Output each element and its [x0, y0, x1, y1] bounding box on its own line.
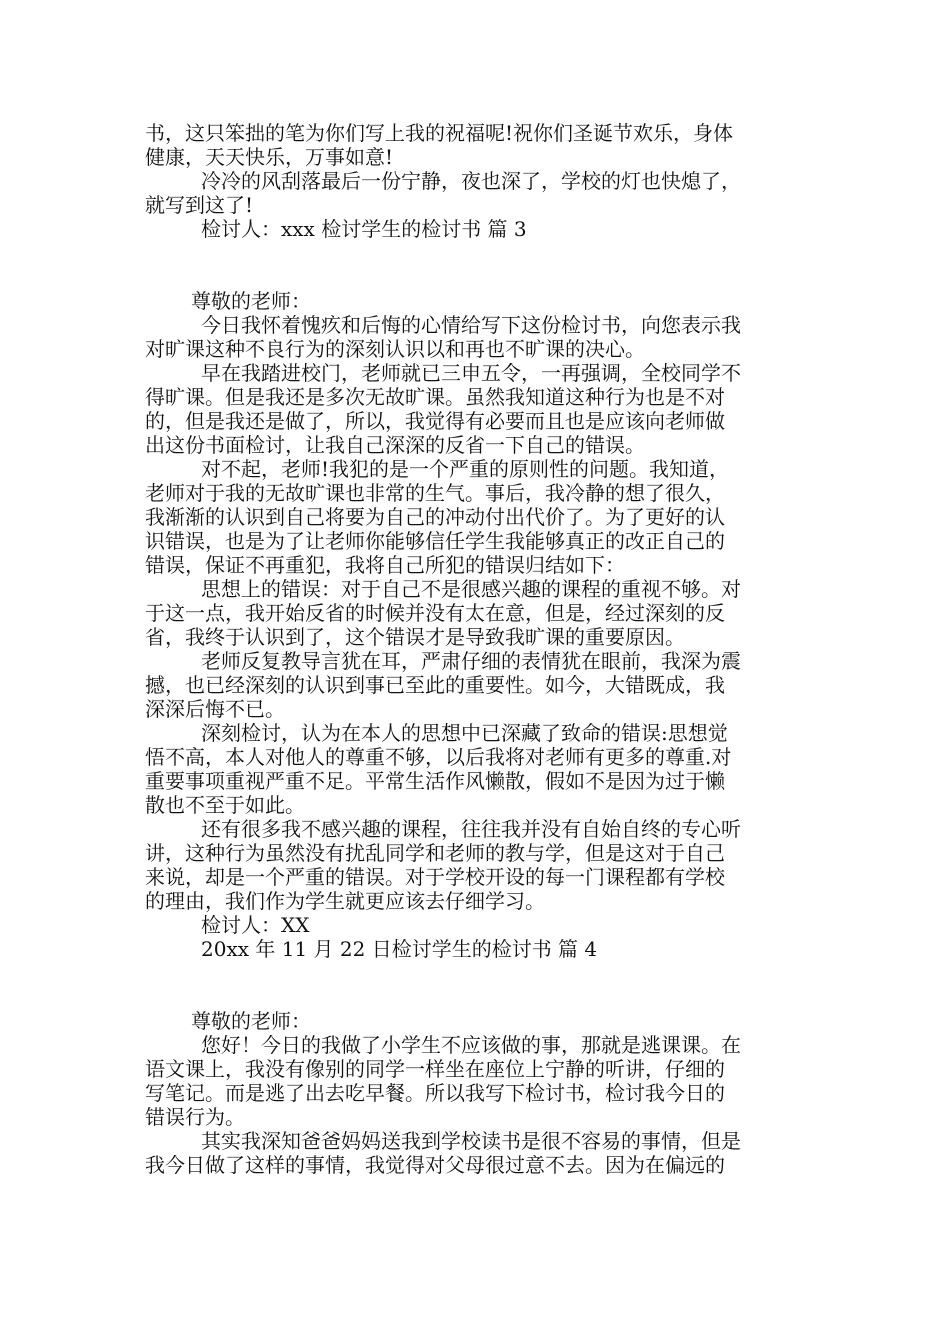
text-line: 早在我踏进校门，老师就已三申五令，一再强调，全校同学不 [201, 361, 741, 385]
text-line: 得旷课。但是我还是多次无故旷课。虽然我知道这种行为也是不对 [145, 385, 725, 409]
text-line: 书，这只笨拙的笔为你们写上我的祝福呢!祝你们圣诞节欢乐，身体 [145, 121, 734, 145]
text-line: 深深后悔不已。 [145, 697, 285, 721]
text-line: 来说，却是一个严重的错误。对于学校开设的每一门课程都有学校 [145, 865, 725, 889]
text-line: 您好！今日的我做了小学生不应该做的事，那就是逃课课。在 [201, 1033, 741, 1057]
text-line: 就写到这了! [145, 193, 254, 217]
text-line: 老师反复教导言犹在耳，严肃仔细的表情犹在眼前，我深为震 [201, 649, 741, 673]
text-line: 散也不至于如此。 [145, 793, 305, 817]
text-line: 冷冷的风刮落最后一份宁静，夜也深了，学校的灯也快熄了， [201, 169, 741, 193]
signature-heading: 检讨人：xxx 检讨学生的检讨书 篇 3 [201, 217, 527, 241]
text-line: 讲，这种行为虽然没有扰乱同学和老师的教与学，但是这对于自己 [145, 841, 725, 865]
text-line: 我今日做了这样的事情，我觉得对父母很过意不去。因为在偏远的 [145, 1153, 725, 1177]
text-line: 我渐渐的认识到自己将要为自己的冲动付出代价了。为了更好的认 [145, 505, 725, 529]
text-line: 健康，天天快乐，万事如意! [145, 145, 394, 169]
text-line: 省，我终于认识到了，这个错误才是导致我旷课的重要原因。 [145, 625, 685, 649]
text-line: 的理由，我们作为学生就更应该去仔细学习。 [145, 889, 545, 913]
text-line: 对不起，老师!我犯的是一个严重的原则性的问题。我知道， [201, 457, 730, 481]
text-line: 还有很多我不感兴趣的课程，往往我并没有自始自终的专心听 [201, 817, 741, 841]
section-heading: 20xx 年 11 月 22 日检讨学生的检讨书 篇 4 [201, 937, 598, 961]
text-line: 悟不高，本人对他人的尊重不够，以后我将对老师有更多的尊重.对 [145, 745, 732, 769]
text-line: 错误行为。 [145, 1105, 245, 1129]
text-line: 老师对于我的无故旷课也非常的生气。事后，我冷静的想了很久， [145, 481, 725, 505]
text-line: 错误，保证不再重犯，我将自己所犯的错误归结如下： [145, 553, 625, 577]
text-line: 写笔记。而是逃了出去吃早餐。所以我写下检讨书，检讨我今日的 [145, 1081, 725, 1105]
text-line: 对旷课这种不良行为的深刻认识以和再也不旷课的决心。 [145, 337, 645, 361]
document-page [145, 121, 805, 1177]
text-line: 识错误，也是为了让老师你能够信任学生我能够真正的改正自己的 [145, 529, 725, 553]
salutation: 尊敬的老师： [191, 289, 311, 313]
signature: 检讨人：XX [201, 913, 310, 937]
text-line: 于这一点，我开始反省的时候并没有太在意，但是，经过深刻的反 [145, 601, 725, 625]
text-line: 深刻检讨，认为在本人的思想中已深藏了致命的错误:思想觉 [201, 721, 728, 745]
text-line: 的，但是我还是做了，所以，我觉得有必要而且也是应该向老师做 [145, 409, 725, 433]
text-line: 出这份书面检讨，让我自己深深的反省一下自己的错误。 [145, 433, 645, 457]
text-line: 语文课上，我没有像别的同学一样坐在座位上宁静的听讲，仔细的 [145, 1057, 725, 1081]
text-line: 其实我深知爸爸妈妈送我到学校读书是很不容易的事情，但是 [201, 1129, 741, 1153]
text-line: 重要事项重视严重不足。平常生活作风懒散，假如不是因为过于懒 [145, 769, 725, 793]
text-line: 今日我怀着愧疚和后悔的心情给写下这份检讨书，向您表示我 [201, 313, 741, 337]
salutation: 尊敬的老师： [191, 1009, 311, 1033]
text-line: 撼，也已经深刻的认识到事已至此的重要性。如今，大错既成，我 [145, 673, 725, 697]
text-line: 思想上的错误：对于自己不是很感兴趣的课程的重视不够。对 [201, 577, 741, 601]
